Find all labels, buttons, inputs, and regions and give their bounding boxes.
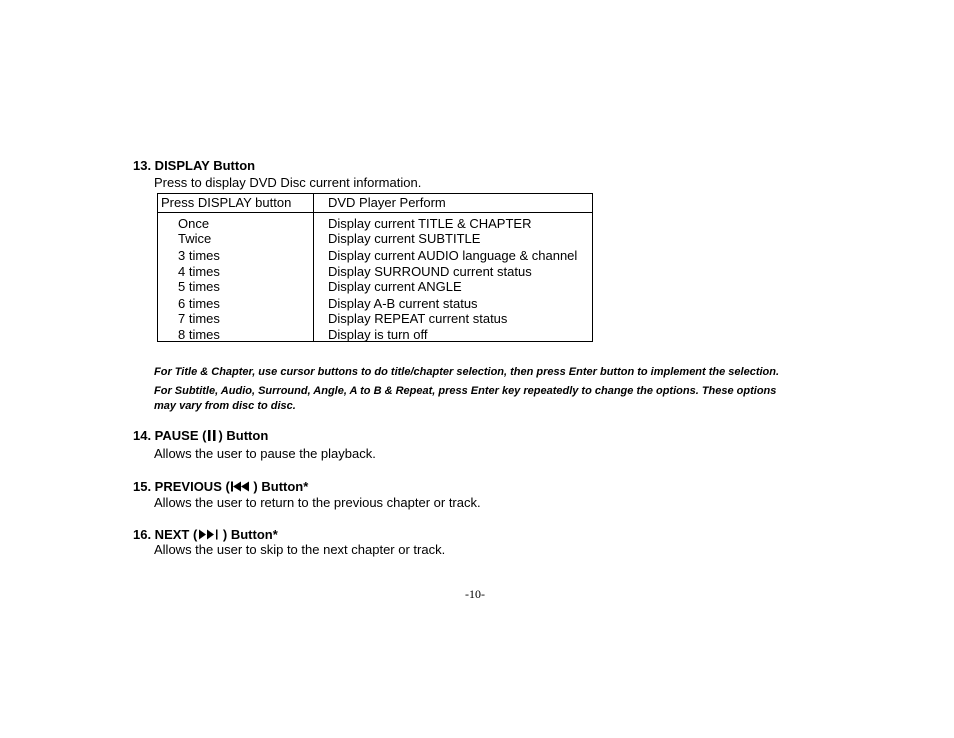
table-cell-perform: Display current SUBTITLE xyxy=(328,231,481,246)
section-16-heading-suffix: ) Button* xyxy=(219,527,278,542)
table-cell-press: 6 times xyxy=(178,296,220,311)
display-table xyxy=(157,193,593,342)
page-number: -10- xyxy=(465,587,485,601)
section-13-heading: 13. DISPLAY Button xyxy=(133,158,256,173)
section-15-heading xyxy=(133,479,308,496)
table-cell-press: 4 times xyxy=(178,264,220,279)
section-14-heading xyxy=(133,428,268,445)
section-15-heading-suffix: ) Button* xyxy=(249,479,309,494)
previous-icon xyxy=(230,480,250,496)
pause-icon xyxy=(206,429,218,445)
table-cell-perform: Display current ANGLE xyxy=(328,279,462,294)
note-options-line2: may vary from disc to disc. xyxy=(154,400,296,412)
table-column-divider xyxy=(313,194,314,341)
table-cell-press: 8 times xyxy=(178,327,220,342)
table-cell-perform: Display REPEAT current status xyxy=(328,311,508,326)
table-cell-press: 5 times xyxy=(178,279,220,294)
table-cell-press: 3 times xyxy=(178,248,220,263)
table-cell-perform: Display A-B current status xyxy=(328,296,478,311)
table-cell-perform: Display is turn off xyxy=(328,327,428,342)
table-cell-perform: Display current TITLE & CHAPTER xyxy=(328,216,532,231)
section-16-heading-prefix: 16. NEXT ( xyxy=(133,527,198,542)
section-15-description: Allows the user to return to the previous chapter or track. xyxy=(154,495,481,510)
section-15-heading-prefix: 15. PREVIOUS ( xyxy=(133,479,230,494)
table-header-press: Press DISPLAY button xyxy=(161,195,292,210)
table-cell-press: Once xyxy=(178,216,210,231)
table-cell-perform: Display SURROUND current status xyxy=(328,264,532,279)
section-16-description: Allows the user to skip to the next chapter or track. xyxy=(154,542,446,557)
section-14-description: Allows the user to pause the playback. xyxy=(154,446,376,461)
section-14-heading-prefix: 14. PAUSE ( xyxy=(133,428,207,443)
note-title-chapter: For Title & Chapter, use cursor buttons to do title/chapter selection, then press Enter button to implement the selection. xyxy=(154,366,780,378)
table-header-perform: DVD Player Perform xyxy=(328,195,446,210)
note-options-line1: For Subtitle, Audio, Surround, Angle, A to B & Repeat, press Enter key repeatedly to change the options. These options xyxy=(154,385,777,397)
table-cell-press: Twice xyxy=(178,231,212,246)
table-cell-press: 7 times xyxy=(178,311,220,326)
section-13-description: Press to display DVD Disc current information. xyxy=(154,175,422,190)
table-cell-perform: Display current AUDIO language & channel xyxy=(328,248,578,263)
table-header-divider xyxy=(158,212,592,213)
section-14-heading-suffix: ) Button xyxy=(218,428,269,443)
